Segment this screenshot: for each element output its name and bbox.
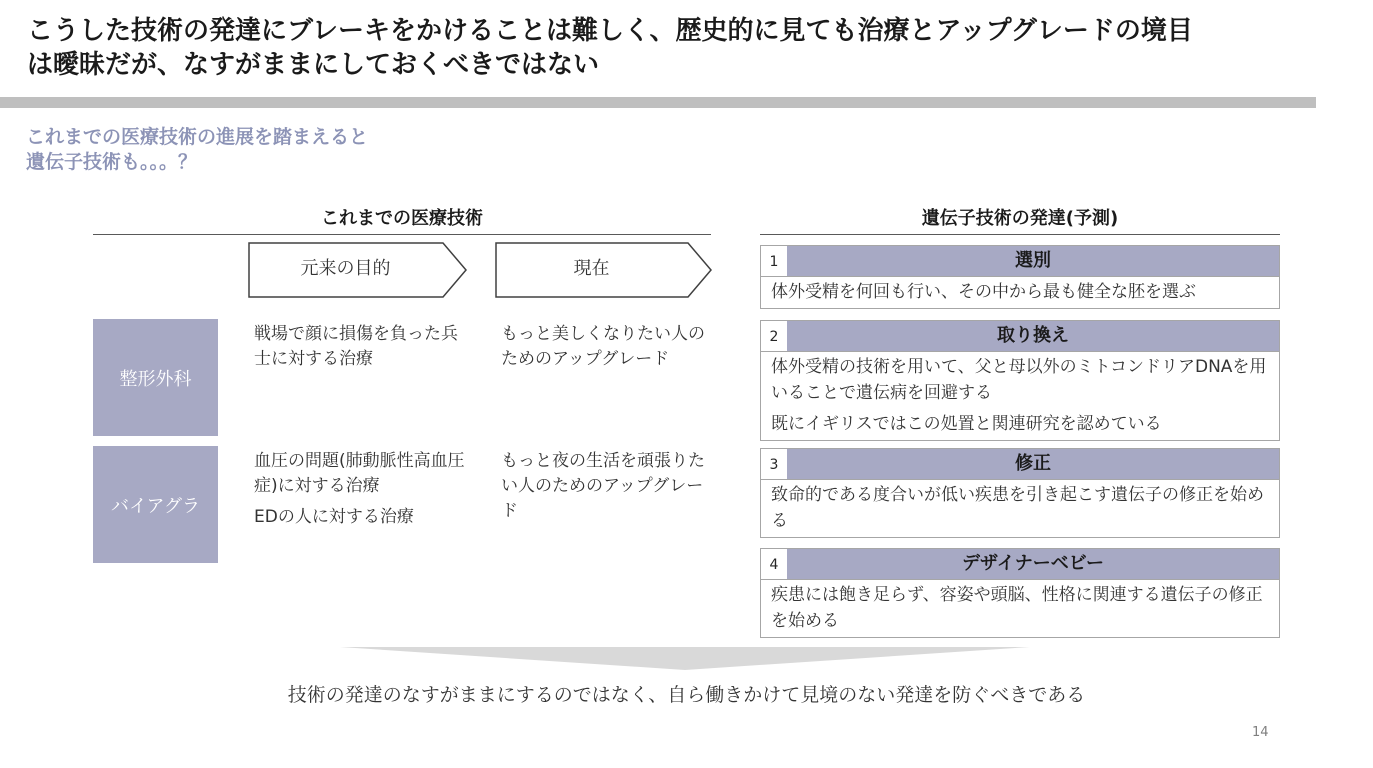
cell-viagra-current	[501, 449, 716, 530]
row-label-viagra	[93, 446, 218, 563]
card-header	[761, 321, 1279, 352]
subtitle-line-2: 遺伝子技術も。。。？	[26, 151, 198, 173]
card-number: 3	[761, 449, 787, 479]
card-body-text: 体外受精を何回も行い、その中から最も健全な胚を選ぶ	[771, 282, 1196, 302]
funnel-chevron-shape	[340, 647, 1030, 671]
card-header	[761, 246, 1279, 277]
right-section-rule	[760, 234, 1280, 235]
card-body-text: 体外受精の技術を用いて、父と母以外のミトコンドリアDNAを用いることで遺伝病を回避する	[771, 357, 1267, 403]
row-label-cosmetic-surgery	[93, 319, 218, 436]
card-title: 修正	[1015, 453, 1051, 474]
gene-tech-card-4	[760, 548, 1280, 638]
slide-title	[27, 14, 1327, 82]
left-section-heading: これまでの医療技術	[321, 208, 483, 229]
conclusion-text: 技術の発達のなすがままにするのではなく、自ら働きかけて見境のない発達を防ぐべきである	[287, 684, 1086, 706]
cell-viagra-original	[254, 449, 469, 536]
card-title: 選別	[1015, 250, 1051, 271]
card-number: 2	[761, 321, 787, 351]
title-underline-bar	[0, 97, 1316, 108]
card-number: 1	[761, 246, 787, 276]
card-body	[761, 277, 1279, 308]
card-header	[761, 449, 1279, 480]
subtitle-line-1: これまでの医療技術の進展を踏まえると	[26, 126, 369, 148]
left-section-rule	[93, 234, 711, 235]
card-number: 4	[761, 549, 787, 579]
gene-tech-card-2	[760, 320, 1280, 441]
cell-text: 戦場で顔に損傷を負った兵士に対する治療	[254, 324, 458, 369]
card-title: デザイナーベビー	[961, 553, 1105, 574]
cell-text: 血圧の問題(肺動脈性高血圧症)に対する治療	[254, 451, 465, 496]
cell-cosmetic-current	[501, 322, 716, 378]
card-header	[761, 549, 1279, 580]
page-number: 14	[1252, 725, 1269, 740]
slide-subtitle	[26, 125, 368, 175]
row-label-text: 整形外科	[119, 368, 192, 390]
slide-title-line-1: こうした技術の発達にブレーキをかけることは難しく、歴史的に見ても治療とアップグレードの境目	[27, 16, 1193, 46]
col-header-current: 現在	[573, 258, 610, 279]
gene-tech-card-3	[760, 448, 1280, 538]
gene-tech-card-1	[760, 245, 1280, 309]
card-body	[761, 480, 1279, 537]
card-body	[761, 352, 1279, 440]
cell-text: EDの人に対する治療	[254, 507, 414, 527]
card-title: 取り換え	[997, 325, 1069, 346]
col-header-original: 元来の目的	[300, 258, 391, 279]
slide-title-line-2: は曖昧だが、なすがままにしておくべきではない	[27, 50, 600, 80]
row-label-text: バイアグラ	[111, 495, 200, 517]
cell-cosmetic-original	[254, 322, 469, 378]
card-body-text: 疾患には飽き足らず、容姿や頭脳、性格に関連する遺伝子の修正を始める	[771, 585, 1263, 631]
card-body-text: 既にイギリスではこの処置と関連研究を認めている	[771, 414, 1162, 434]
cell-text: もっと美しくなりたい人のためのアップグレード	[501, 324, 705, 369]
cell-text: もっと夜の生活を頑張りたい人のためのアップグレード	[501, 451, 705, 521]
card-body	[761, 580, 1279, 637]
card-body-text: 致命的である度合いが低い疾患を引き起こす遺伝子の修正を始める	[771, 485, 1264, 531]
right-section-heading: 遺伝子技術の発達(予測)	[921, 208, 1119, 229]
